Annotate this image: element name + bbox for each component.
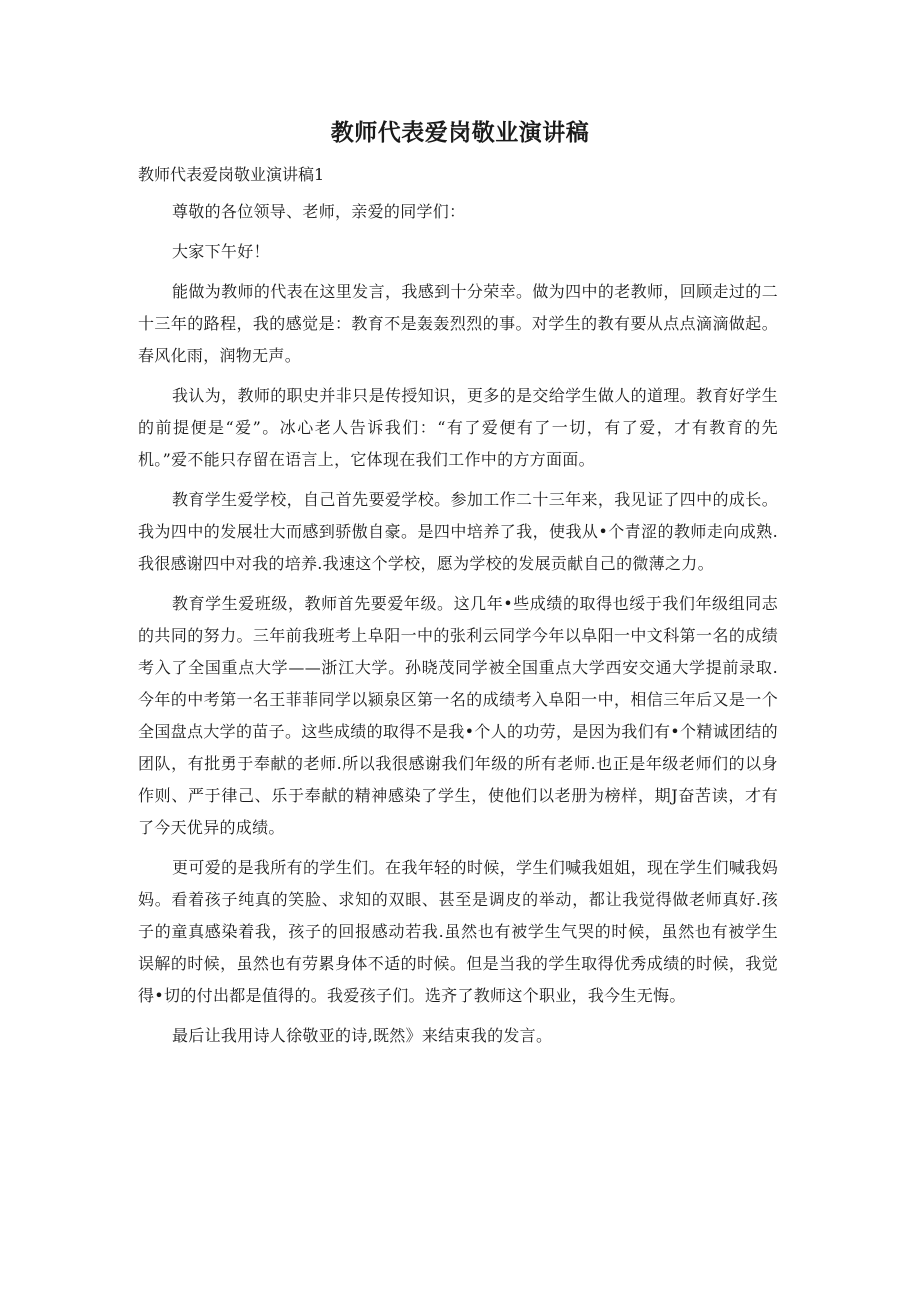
paragraph-closing: 最后让我用诗人徐敬亚的诗,既然》来结束我的发言。 xyxy=(172,1026,553,1045)
paragraph: 教育学生爱学校，自己首先要爱学校。参加工作二十三年来，我见证了四中的成长。我为四中的发展壮大而感到骄傲自豪。是四中培养了我，使我从•个青涩的教师走向成熟.我很感谢四中对我的培养.我速这个学校，愿为学校的发展贡献自己的微薄之力。 xyxy=(138,490,778,573)
paragraph-salutation: 大家下午好！ xyxy=(172,242,270,261)
paragraph: 更可爱的是我所有的学生们。在我年轻的时候，学生们喊我姐姐，现在学生们喊我妈妈。看着孩子纯真的笑脸、求知的双眼、甚至是调皮的举动，都让我觉得做老师真好.孩子的童真感染着我，孩子的回报感动若我.虽然也有被学生气哭的时候，虽然也有被学生误解的时候，虽然也有劳累身体不适的时候。但是当我的学生取得优秀成绩的时候，我觉得•切的付出都是值得的。我爱孩子们。选齐了教师这个职业，我今生无悔。 xyxy=(138,858,778,1005)
document-title: 教师代表爱岗敬业演讲稿 xyxy=(330,120,590,146)
paragraph: 能做为教师的代表在这里发言，我感到十分荣幸。做为四中的老教师，回顾走过的二十三年的路程，我的感觉是：教育不是轰轰烈烈的事。对学生的教有要从点点滴滴做起。春风化雨，润物无声。 xyxy=(138,282,778,365)
document-body xyxy=(138,196,778,1060)
paragraph-greeting: 尊敬的各位领导、老师，亲爱的同学们： xyxy=(172,202,466,221)
document-subtitle: 教师代表爱岗敬业演讲稿1 xyxy=(138,165,325,184)
paragraph: 教育学生爱班级，教师首先要爱年级。这几年•些成绩的取得也绥于我们年级组同志的共同的努力。三年前我班考上阜阳一中的张利云同学今年以阜阳一中文科第一名的成绩考入了全国重点大学——浙江大学。孙晓茂同学被全国重点大学西安交通大学提前录取.今年的中考第一名王菲菲同学以颍泉区第一名的成绩考入阜阳一中，相信三年后又是一个全国盘点大学的苗子。这些成绩的取得不是我•个人的功劳，是因为我们有•个精诚团结的团队，有批勇于奉献的老师.所以我很感谢我们年级的所有老师.也正是年级老师们的以身作则、严于律己、乐于奉献的精神感染了学生，使他们以老册为榜样，期J奋苦读，才有了今天优异的成绩。 xyxy=(138,594,778,837)
paragraph: 我认为，教师的职史并非只是传授知识，更多的是交给学生做人的道理。教育好学生的前提便是“爱”。冰心老人告诉我们：“有了爱便有了一切，有了爱，才有教育的先机。”爱不能只存留在语言上，它体现在我们工作中的方方面面。 xyxy=(138,386,778,469)
